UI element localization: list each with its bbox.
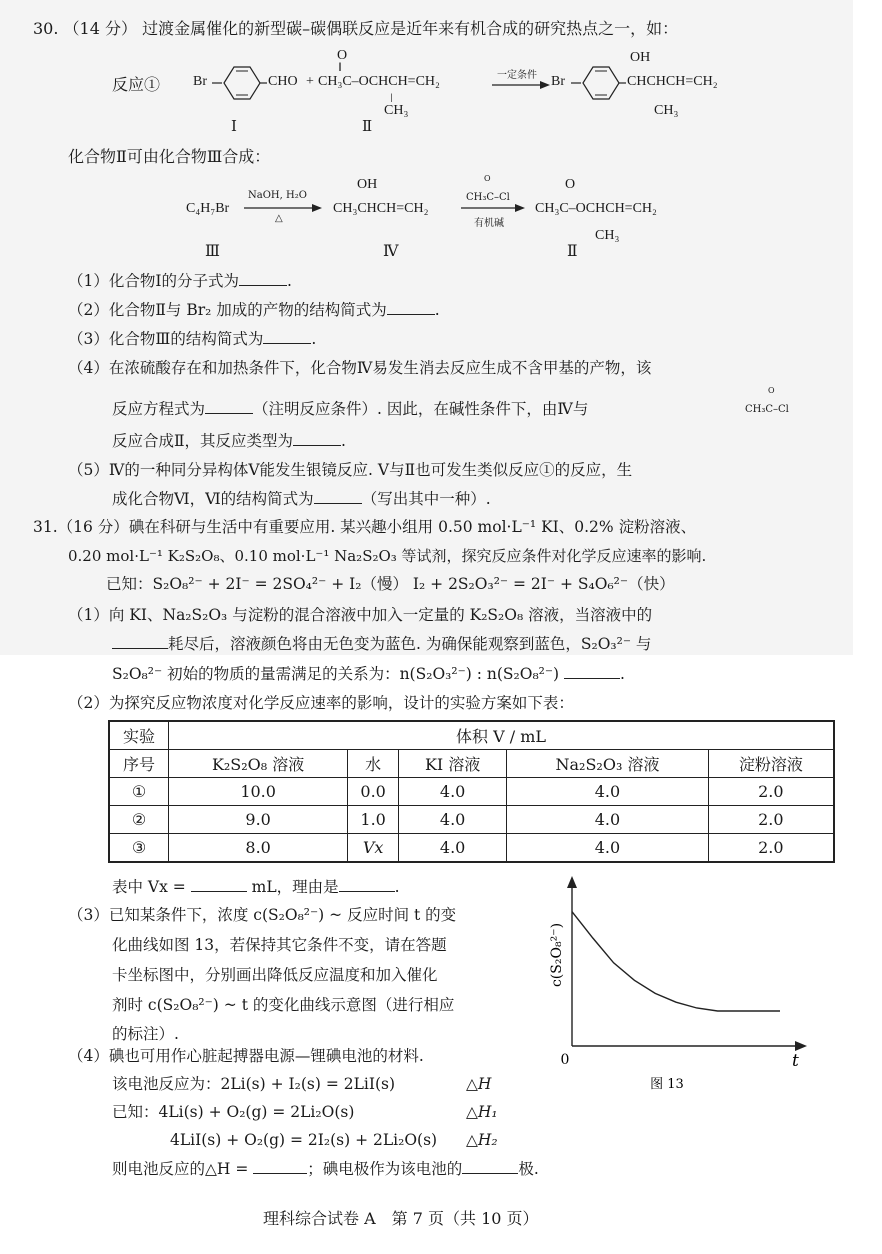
- answer-blank[interactable]: [205, 412, 253, 414]
- question-text: 在浓硫酸存在和加热条件下，化合物Ⅳ易发生消去反应生成不含甲基的产物，该: [108, 359, 652, 377]
- reactant1-br: Br: [193, 74, 207, 89]
- punct: .: [394, 878, 400, 896]
- product-br: Br: [551, 74, 565, 89]
- answer-blank[interactable]: [293, 444, 341, 446]
- reaction-arrow-icon: [244, 203, 322, 213]
- cell: 4.0: [507, 778, 708, 806]
- answer-blank[interactable]: [263, 342, 311, 344]
- part-number: （3）: [68, 906, 109, 924]
- synthesis-intro: 化合物Ⅱ可由化合物Ⅲ合成：: [68, 147, 271, 166]
- x-axis-arrow-icon: [795, 1041, 807, 1051]
- figure-13-chart: [545, 870, 825, 1100]
- q31-part2-line1: [68, 692, 574, 714]
- concentration-curve: [572, 912, 780, 1011]
- label-compound-2b: Ⅱ: [567, 242, 578, 260]
- question-text: 成化合物Ⅵ，Ⅵ的结构简式为: [112, 490, 314, 508]
- cell: 2.0: [708, 834, 834, 863]
- q30-part5-line1: [68, 459, 632, 481]
- answer-blank[interactable]: [112, 647, 168, 649]
- reaction-arrow-icon: [492, 80, 550, 90]
- column-header: KI 溶液: [399, 750, 507, 778]
- question-text: mL，理由是: [251, 878, 339, 896]
- cell: 4.0: [507, 806, 708, 834]
- experiment-table: [108, 720, 835, 863]
- part-number: （2）: [68, 694, 109, 712]
- q30-part1: [68, 270, 292, 292]
- compound-3-formula: C₄H₇Br: [186, 201, 230, 216]
- cell: 10.0: [169, 778, 348, 806]
- question-text: 向 KI、Na₂S₂O₃ 与淀粉的混合溶液中加入一定量的 K₂S₂O₈ 溶液，当溶液中的: [108, 606, 653, 624]
- compound-2-formula: CH₃C–OCHCH=CH₂: [535, 201, 657, 216]
- question-text: 反应合成Ⅱ，其反应类型为: [112, 432, 294, 450]
- figure-caption: 图 13: [650, 1077, 684, 1092]
- q30-header: [33, 18, 678, 40]
- reagent-acetyl-chloride: CH₃C–Cl: [745, 404, 789, 415]
- benzene-ring-icon: [571, 63, 626, 103]
- cell: Vx: [348, 834, 399, 863]
- cell: 0.0: [348, 778, 399, 806]
- question-text: 已知某条件下，浓度 c(S₂O₈²⁻) ~ 反应时间 t 的变: [108, 906, 457, 924]
- label-compound-1: Ⅰ: [231, 117, 237, 135]
- q31-part1-line1: [68, 604, 652, 626]
- q30-part3: [68, 328, 316, 350]
- answer-blank[interactable]: [564, 677, 620, 679]
- y-axis-arrow-icon: [567, 876, 577, 888]
- q31-part4-line5: [112, 1158, 539, 1180]
- punct: .: [311, 330, 317, 348]
- question-text: Ⅳ的一种同分异构体Ⅴ能发生银镜反应. Ⅴ与Ⅱ也可发生类似反应①的反应，生: [108, 461, 633, 479]
- reagent-carbonyl-o: O: [768, 386, 775, 395]
- q31-part1-line2: [112, 633, 651, 655]
- part-number: （4）: [68, 359, 109, 377]
- product-formula: CHCHCH=CH₂: [627, 74, 718, 89]
- table-row: [109, 778, 834, 806]
- q31-part3-line3: 卡坐标图中，分别画出降低反应温度和加入催化: [112, 966, 438, 984]
- answer-blank[interactable]: [253, 1172, 307, 1174]
- cell: 9.0: [169, 806, 348, 834]
- punct: .: [620, 665, 625, 683]
- corner-header-bottom: 序号: [109, 750, 169, 778]
- q31-part3-line1: [68, 904, 456, 926]
- answer-blank[interactable]: [339, 890, 395, 892]
- answer-blank[interactable]: [387, 313, 435, 315]
- part-number: （2）: [68, 301, 109, 319]
- q31-header: [33, 516, 696, 538]
- q31-part4-line2: 该电池反应为：2Li(s) + I₂(s) = 2LiI(s): [112, 1075, 396, 1093]
- column-header: Na₂S₂O₃ 溶液: [507, 750, 708, 778]
- double-bond-mark: ‖: [338, 62, 342, 71]
- compound-4-hydroxyl: OH: [357, 177, 378, 192]
- question-text: ；碘电极作为该电池的: [307, 1160, 463, 1178]
- bond-mark: |: [390, 93, 393, 102]
- origin-label: 0: [560, 1052, 570, 1068]
- cell: 2.0: [708, 778, 834, 806]
- question-text: （写出其中一种）.: [361, 490, 491, 508]
- question-text: 则电池反应的△H =: [112, 1160, 249, 1178]
- reaction-arrow-icon: [461, 203, 525, 213]
- q30-part4-line3: [112, 430, 346, 452]
- plus-sign: +: [306, 74, 314, 89]
- page-footer: 理科综合试卷 A 第 7 页（共 10 页）: [263, 1209, 539, 1228]
- cell: 4.0: [507, 834, 708, 863]
- cell: 4.0: [399, 834, 507, 863]
- q31-part3-line2: 化曲线如图 13，若保持其它条件不变，请在答题: [112, 936, 447, 954]
- q31-part4-line3: 已知：4Li(s) + O₂(g) = 2Li₂O(s): [112, 1103, 355, 1121]
- x-axis-label: t: [792, 1051, 799, 1071]
- product-hydroxyl: OH: [630, 50, 651, 65]
- reaction-1-label: 反应①: [112, 75, 161, 94]
- reactant2-carbonyl-o: O: [337, 48, 348, 63]
- q30-part2: [68, 299, 440, 321]
- part-number: （4）: [68, 1047, 109, 1065]
- part-number: （3）: [68, 330, 109, 348]
- reactant1-cho: CHO: [268, 74, 298, 89]
- question-text: 耗尽后，溶液颜色将由无色变为蓝色. 为确保能观察到蓝色，S₂O₃²⁻ 与: [168, 635, 652, 653]
- step2-base: 有机碱: [474, 218, 504, 229]
- question-text: 化合物Ⅲ的结构简式为: [108, 330, 264, 348]
- table-row: [109, 834, 834, 863]
- label-compound-4: Ⅳ: [383, 242, 399, 260]
- question-text: 碘也可用作心脏起搏器电源—锂碘电池的材料.: [108, 1047, 424, 1065]
- reaction-1-condition: 一定条件: [497, 70, 537, 81]
- enthalpy-dh1: △H₁: [466, 1103, 498, 1121]
- enthalpy-dh: △H: [466, 1075, 492, 1093]
- part-number: （1）: [68, 606, 109, 624]
- cell: 8.0: [169, 834, 348, 863]
- q31-number: 31.: [33, 518, 58, 536]
- enthalpy-dh2: △H₂: [466, 1131, 498, 1149]
- punct: .: [287, 272, 292, 290]
- q30-number: 30.: [33, 19, 59, 38]
- label-compound-2: Ⅱ: [362, 117, 373, 135]
- row-id: ②: [109, 806, 169, 834]
- corner-header-top: 实验: [109, 721, 169, 750]
- part-number: （5）: [68, 461, 109, 479]
- q31-part3-line5: 的标注）.: [112, 1025, 179, 1043]
- step2-reagent-o: O: [484, 174, 491, 183]
- row-id: ③: [109, 834, 169, 863]
- table-header-row: [109, 721, 834, 750]
- table-row: [109, 806, 834, 834]
- column-header: K₂S₂O₈ 溶液: [169, 750, 348, 778]
- question-text: （注明反应条件）. 因此，在碱性条件下，由Ⅳ与: [253, 400, 589, 418]
- part-number: （1）: [68, 272, 109, 290]
- question-text: 表中 Vx =: [112, 878, 186, 896]
- compound-2-carbonyl-o: O: [565, 177, 576, 192]
- step1-heat: △: [275, 213, 283, 224]
- q31-part4-line4: 4LiI(s) + O₂(g) = 2I₂(s) + 2Li₂O(s): [170, 1131, 438, 1149]
- q30-part4-line1: [68, 357, 651, 379]
- question-text: 为探究反应物浓度对化学反应速率的影响，设计的实验方案如下表：: [108, 694, 574, 712]
- q31-part4-line1: [68, 1045, 424, 1067]
- volume-group-header: 体积 V / mL: [169, 721, 835, 750]
- q30-intro: 过渡金属催化的新型碳–碳偶联反应是近年来有机合成的研究热点之一，如：: [142, 19, 679, 38]
- label-compound-3: Ⅲ: [205, 242, 220, 260]
- question-text: 化合物Ⅱ与 Br₂ 加成的产物的结构简式为: [108, 301, 387, 319]
- q31-part2-after: [112, 876, 400, 898]
- q31-intro-2: 0.20 mol·L⁻¹ K₂S₂O₈、0.10 mol·L⁻¹ Na₂S₂O₃ 等试剂，探究反应条件对化学反应速率的影响.: [68, 547, 707, 565]
- question-text: S₂O₈²⁻ 初始的物质的量需满足的关系为：n(S₂O₃²⁻) : n(S₂O₈²⁻): [112, 665, 560, 683]
- q31-part1-line3: [112, 663, 625, 685]
- table-column-row: [109, 750, 834, 778]
- cell: 2.0: [708, 806, 834, 834]
- column-header: 水: [348, 750, 399, 778]
- reactant2-formula: CH₃C–OCHCH=CH₂: [318, 74, 440, 89]
- q30-score: （14 分）: [63, 19, 137, 38]
- product-methyl: CH₃: [654, 103, 679, 118]
- column-header: 淀粉溶液: [708, 750, 834, 778]
- answer-blank[interactable]: [314, 502, 362, 504]
- y-axis-label: c(S₂O₈²⁻): [549, 922, 565, 988]
- question-text: 反应方程式为: [112, 400, 206, 418]
- reactant2-methyl: CH₃: [384, 103, 409, 118]
- benzene-ring-icon: [212, 63, 267, 103]
- answer-blank[interactable]: [191, 890, 247, 892]
- cell: 4.0: [399, 806, 507, 834]
- row-id: ①: [109, 778, 169, 806]
- q31-intro-1: 碘在科研与生活中有重要应用. 某兴趣小组用 0.50 mol·L⁻¹ KI、0.2% 淀粉溶液、: [128, 518, 697, 536]
- answer-blank[interactable]: [239, 284, 287, 286]
- step1-reagent: NaOH, H₂O: [248, 190, 307, 201]
- compound-4-formula: CH₃CHCH=CH₂: [333, 201, 429, 216]
- q30-part4-line2: [112, 398, 588, 420]
- question-text: 极.: [518, 1160, 539, 1178]
- punct: .: [434, 301, 440, 319]
- answer-blank[interactable]: [462, 1172, 518, 1174]
- question-text: 化合物Ⅰ的分子式为: [108, 272, 239, 290]
- q31-known-equations: 已知：S₂O₈²⁻ + 2I⁻ = 2SO₄²⁻ + I₂（慢） I₂ + 2S₂O₃²⁻ = 2I⁻ + S₄O₆²⁻（快）: [106, 575, 675, 593]
- cell: 4.0: [399, 778, 507, 806]
- step2-reagent: CH₃C–Cl: [466, 192, 510, 203]
- q30-part5-line2: [112, 488, 491, 510]
- compound-2-methyl: CH₃: [595, 228, 620, 243]
- cell: 1.0: [348, 806, 399, 834]
- q31-part3-line4: 剂时 c(S₂O₈²⁻) ~ t 的变化曲线示意图（进行相应: [112, 996, 455, 1014]
- q31-score: （16 分）: [57, 518, 129, 536]
- punct: .: [341, 432, 346, 450]
